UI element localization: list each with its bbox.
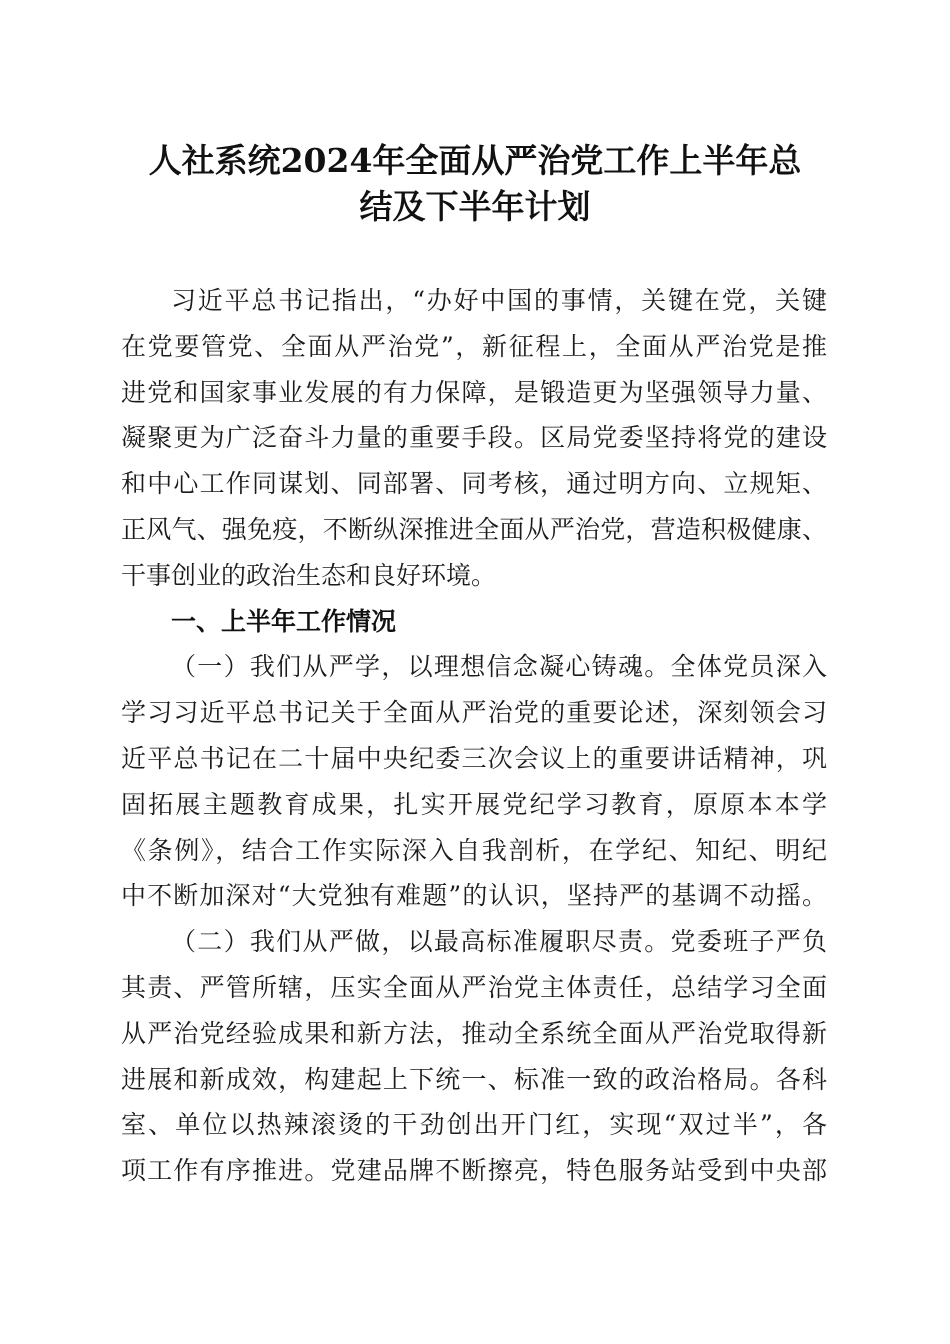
text-line: 在党要管党、全面从严治党”，新征程上，全面从严治党是推 [121, 331, 827, 361]
document-title [110, 138, 840, 230]
text-line: 中不断加深对“大党独有难题”的认识，坚持严的基调不动摇。 [121, 881, 827, 911]
text-line: 从严治党经验成果和新方法，推动全系统全面从严治党取得新 [121, 1018, 827, 1048]
text-line: 凝聚更为广泛奋斗力量的重要手段。区局党委坚持将党的建设 [121, 423, 827, 453]
title-line-2: 结及下半年计划 [359, 187, 591, 226]
text-line: 室、单位以热辣滚烫的干劲创出开门红，实现“双过半”，各 [121, 1110, 827, 1140]
text-line: 和中心工作同谋划、同部署、同考核，通过明方向、立规矩、 [121, 469, 827, 499]
text-line: 进党和国家事业发展的有力保障，是锻造更为坚强领导力量、 [121, 377, 827, 407]
text-line: 其责、严管所辖，压实全面从严治党主体责任，总结学习全面 [121, 972, 827, 1002]
text-line: （二）我们从严做，以最高标准履职尽责。党委班子严负 [171, 927, 827, 957]
text-line: 干事创业的政治生态和良好环境。 [121, 560, 497, 590]
text-line: （一）我们从严学，以理想信念凝心铸魂。全体党员深入 [171, 652, 827, 682]
text-line: 《条例》，结合工作实际深入自我剖析，在学纪、知纪、明纪 [121, 835, 827, 865]
text-line: 近平总书记在二十届中央纪委三次会议上的重要讲话精神，巩 [121, 743, 827, 773]
text-line: 正风气、强免疫，不断纵深推进全面从严治党，营造积极健康、 [121, 514, 827, 544]
paragraph-2 [121, 919, 827, 1194]
text-line: 进展和新成效，构建起上下统一、标准一致的政治格局。各科 [121, 1064, 827, 1094]
document-body [121, 278, 827, 1194]
intro-paragraph [121, 278, 827, 599]
text-line: 学习习近平总书记关于全面从严治党的重要论述，深刻领会习 [121, 698, 827, 728]
text-line: 固拓展主题教育成果，扎实开展党纪学习教育，原原本本学 [121, 789, 827, 819]
paragraph-1 [121, 644, 827, 919]
text-line: 习近平总书记指出，“办好中国的事情，关键在党，关键 [171, 286, 827, 315]
section-heading: 一、上半年工作情况 [171, 606, 397, 636]
title-line-1: 人社系统2024年全面从严治党工作上半年总 [148, 141, 802, 180]
text-line: 项工作有序推进。党建品牌不断擦亮，特色服务站受到中央部 [121, 1156, 827, 1186]
